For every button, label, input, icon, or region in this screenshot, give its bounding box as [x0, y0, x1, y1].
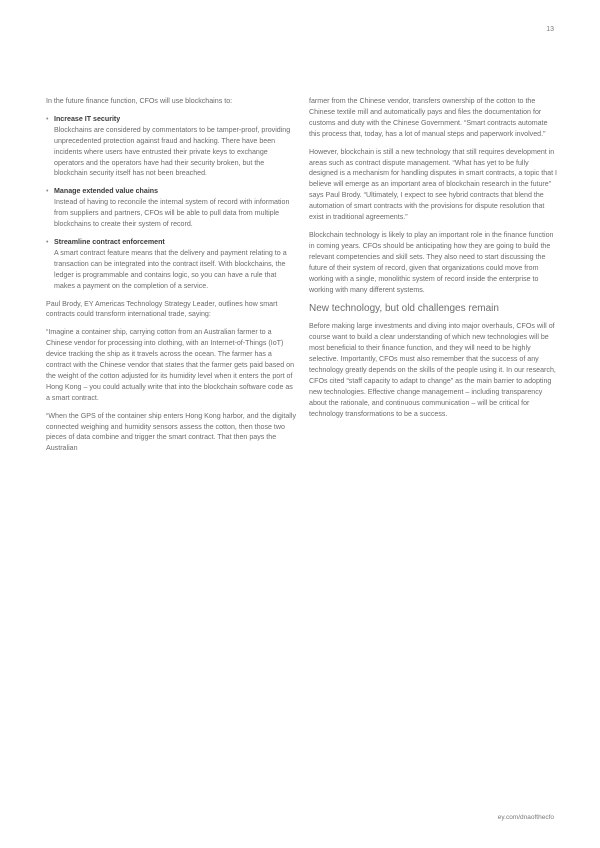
- list-item: [46, 114, 298, 179]
- body-paragraph: farmer from the Chinese vendor, transfers ownership of the cotton to the Chinese textile mill and automatically pays and files the documentation for customs and duty with the Chinese Government. “Smart contracts automate this process that, today, has a lot of manual steps and paperwork involved.”: [309, 97, 548, 138]
- bullet-body: Blockchains are considered by commentators to be tamper-proof, providing unprecedented protection against fraud and hacking. There have been incidents where users have entrusted their private keys to exchange operators and the operators have had their security broken, but the blockchain security itself has not been breached.: [54, 125, 291, 178]
- bullet-body: Instead of having to reconcile the internal system of record with information from suppliers and partners, CFOs will be able to pull data from multiple blockchains to create their system of record.: [54, 198, 290, 229]
- benefits-list: [46, 114, 298, 292]
- bullet-title: Manage extended value chains: [54, 187, 159, 196]
- bullet-icon: •: [46, 114, 49, 123]
- bullet-icon: •: [46, 237, 49, 246]
- bullet-body: A smart contract feature means that the delivery and payment relating to a transaction can be integrated into the contract itself. With blockchains, the ledger is programmable and contains logic, so you can have a rule that makes a payment on the completion of a service.: [54, 248, 287, 290]
- right-column: [309, 96, 557, 427]
- list-item: [46, 237, 298, 292]
- body-paragraph: Blockchain technology is likely to play an important role in the finance function in coming years. CFOs should be anticipating how they are going to build the relevant competencies and skill sets. They also need to start discussing the future of their system of record, given that organizations could move from working with a single, monolithic system of record inside the enterprise to working with many different systems.: [309, 230, 554, 294]
- footer-url[interactable]: ey.com/dnaofthecfo: [497, 814, 554, 821]
- page-number: 13: [546, 26, 554, 33]
- section-heading: New technology, but old challenges remain: [309, 303, 499, 315]
- quote-paragraph: “When the GPS of the container ship enters Hong Kong harbor, and the digitally connected weighing and humidity sensors assess the cotton, then those two pieces of data combine and trigger the smart contract. That then pays the Australian: [46, 411, 297, 453]
- left-column: [46, 96, 298, 461]
- list-item: [46, 186, 298, 230]
- bullet-icon: •: [46, 187, 49, 196]
- quote-paragraph: “Imagine a container ship, carrying cotton from an Australian farmer to a Chinese vendor for processing into clothing, with an Internet-of-Things (IoT) device tracking the ship as it travels across the ocean. The farmer has a contract with the Chinese vendor that states that the farmer gets paid based on the weight of the cotton adjusted for its humidity level when it enters the port of Hong Kong – you could actually write that into the blockchain software code as a smart contract.: [46, 328, 295, 402]
- bullet-title: Increase IT security: [54, 114, 121, 123]
- body-paragraph: Paul Brody, EY Americas Technology Strategy Leader, outlines how smart contracts could transform international trade, saying:: [46, 299, 278, 319]
- body-paragraph: Before making large investments and diving into major overhauls, CFOs will of course want to build a clear understanding of which new technologies will be most beneficial to their finance function, and they will need to be highly selective. Importantly, CFOs must also remember that the success of any technology greatly depends on the skills of the people using it. In our research, CFOs cited “staff capacity to adapt to change” as the main barrier to adopting new technologies. Effective change management – including transparency about the rationale, and continuous communication – will be critical for technology transformations to be a success.: [309, 322, 556, 418]
- bullet-title: Streamline contract enforcement: [54, 237, 165, 246]
- intro-paragraph: In the future finance function, CFOs will use blockchains to:: [46, 97, 233, 105]
- body-paragraph: However, blockchain is still a new technology that still requires development in areas such as contract dispute management. “What has yet to be fully designed is a mechanism for handling disputes in smart contracts, a topic that I believe will emerge as an important area of blockchain research in the future” says Paul Brody. “Ultimately, I expect to see hybrid contracts that blend the automation of smart contracts with the provisions for dispute resolution that exist in traditional agreements.”: [309, 147, 558, 222]
